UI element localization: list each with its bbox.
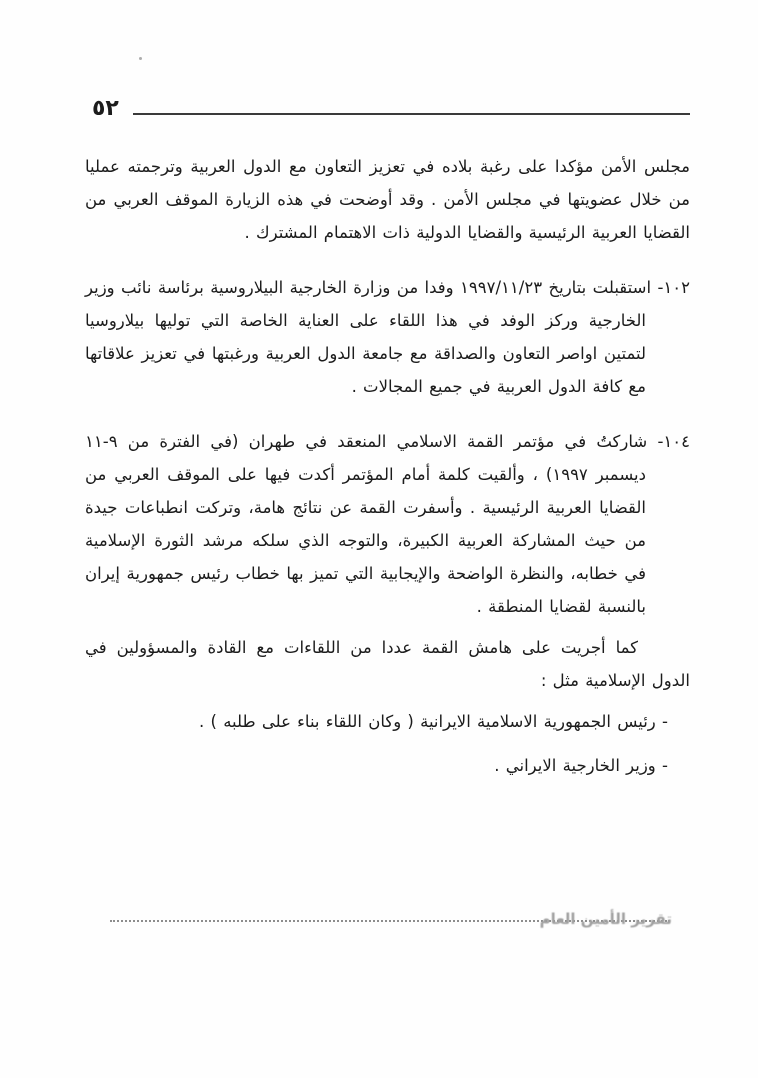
paragraph-text: وزير الخارجية الايراني . (494, 756, 656, 775)
paragraph-number: ١٠٢- (657, 278, 690, 297)
dash-icon: - (662, 756, 668, 775)
list-item (85, 749, 690, 782)
dash-icon: - (662, 712, 668, 731)
paragraph-text: كما أجريت على هامش القمة عددا من اللقاءات مع القادة والمسؤولين في الدول الإسلامية مثل : (85, 638, 690, 690)
page-footer (110, 910, 670, 932)
paragraph (85, 631, 690, 697)
paragraph-text: مجلس الأمن مؤكدا على رغبة بلاده في تعزيز التعاون مع الدول العربية وترجمته عمليا من خلال عضويتها في مجلس الأمن . وقد أوضحت في هذه الزيارة الموقف العربي من القضايا العربية الرئيسية والقضايا الدولية ذات الاهتمام المشترك . (85, 157, 690, 242)
footer-watermark-text: تقرير الأمين العام (539, 910, 672, 928)
page-header (92, 98, 690, 120)
list-item (85, 705, 690, 738)
paragraph-text: رئيس الجمهورية الاسلامية الايرانية ( وكان اللقاء بناء على طلبه ) . (199, 712, 656, 731)
page-number: ٥٢ (92, 96, 119, 121)
paragraph-text: استقبلت بتاريخ ١٩٩٧/١١/٢٣ وفدا من وزارة الخارجية البيلاروسية برئاسة نائب وزير الخارجية وركز الوفد في هذا اللقاء على العناية الخاصة التي توليها بيلاروسيا لتمتين اواصر التعاون والصداقة مع جامعة الدول العربية ورغبتها في تعزيز علاقاتها مع كافة الدول العربية في جميع المجالات . (85, 278, 652, 396)
document-body (85, 150, 690, 793)
paragraph (85, 425, 690, 623)
paragraph (85, 271, 690, 403)
ink-speck (139, 57, 142, 60)
paragraph-number: ١٠٤- (657, 432, 690, 451)
paragraph (85, 150, 690, 249)
paragraph-text: شاركتُ في مؤتمر القمة الاسلامي المنعقد في طهران (في الفترة من ٩-١١ ديسمبر ١٩٩٧) ، وألقيت كلمة أمام المؤتمر أكدت فيها على الموقف العربي من القضايا العربية الرئيسية . وأسفرت القمة عن نتائج هامة، وتركت انطباعات جيدة من حيث المشاركة العربية الكبيرة، والتوجه الذي سلكه مرشد الثورة الإسلامية في خطابه، والنظرة الواضحة والإيجابية التي تميز بها خطاب رئيس جمهورية إيران بالنسبة لقضايا المنطقة . (85, 432, 648, 616)
header-rule-line (133, 113, 690, 115)
